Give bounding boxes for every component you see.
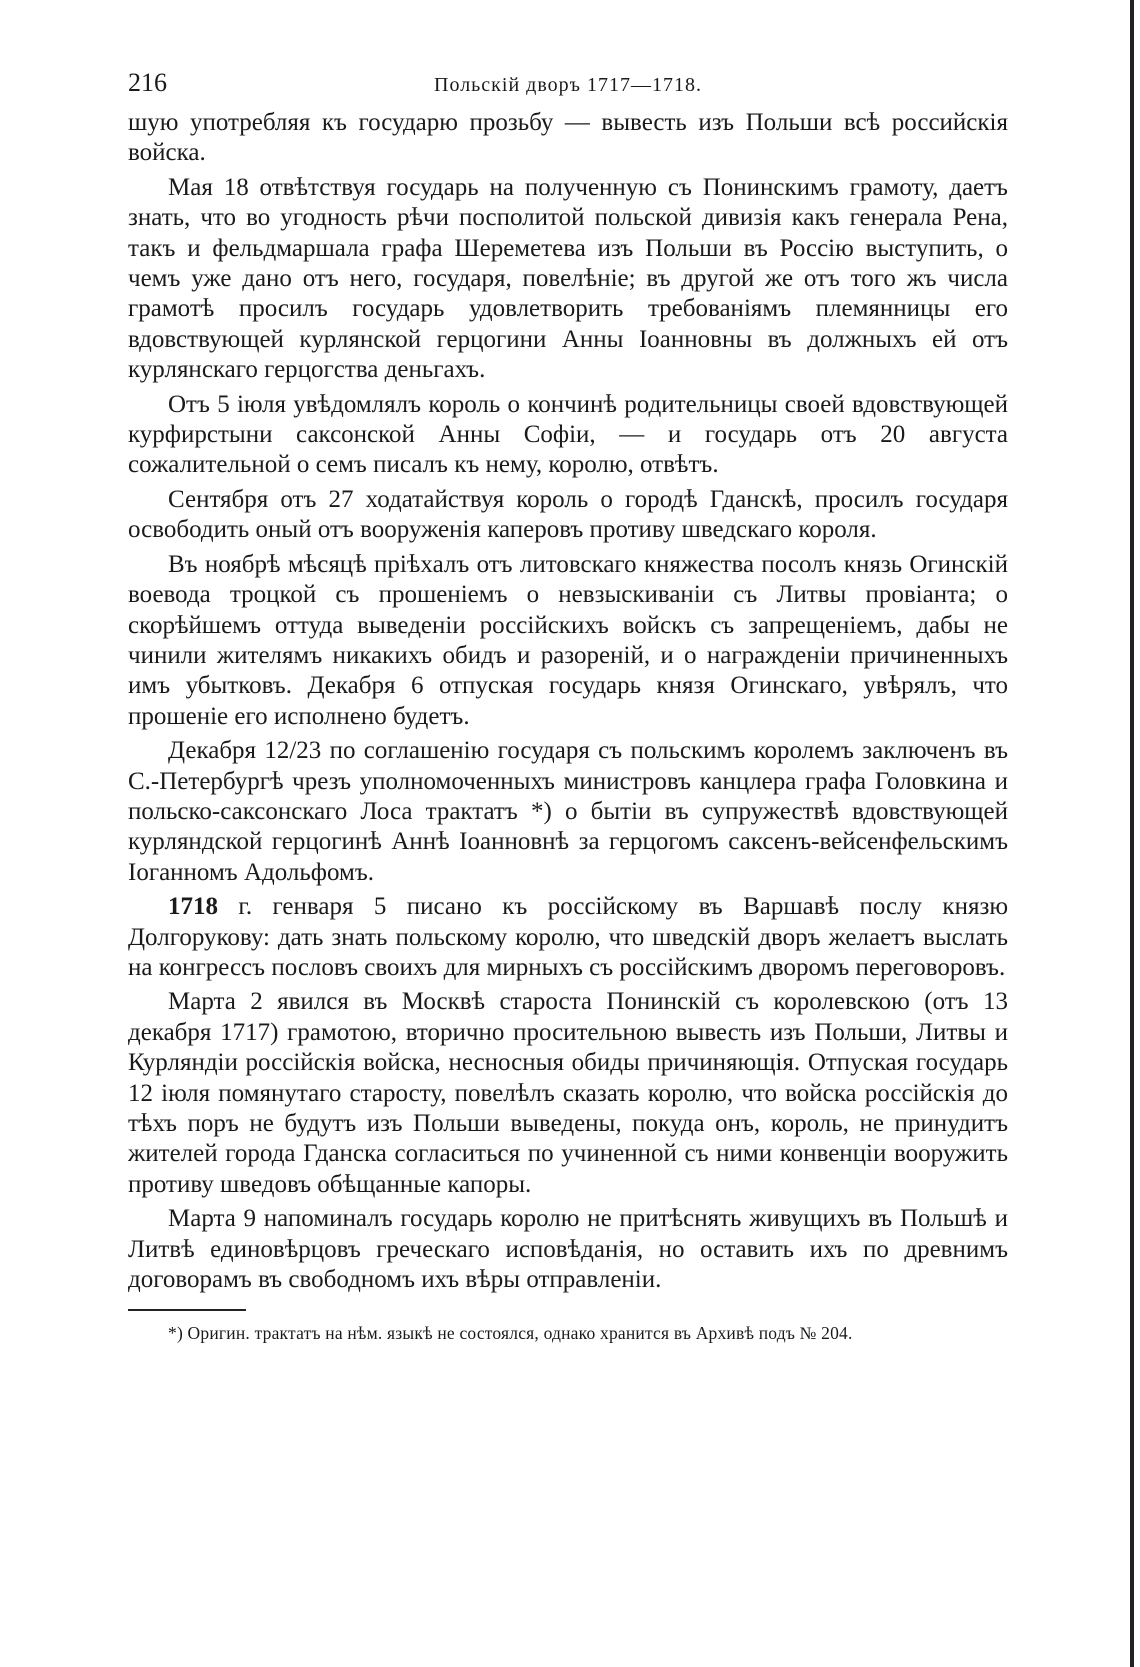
footnote-divider <box>128 1309 246 1311</box>
paragraph: Отъ 5 іюля увѣдомлялъ король о кончинѣ родительницы своей вдовствующей курфирстыни саксонской Анны Софіи, — и государь отъ 20 августа сожалительной о семъ писалъ къ нему, королю, отвѣтъ. <box>128 390 1008 479</box>
paragraph: Марта 2 явился въ Москвѣ староста Понинскій съ королевскою (отъ 13 декабря 1717) грамотою, вторично просительною вывесть изъ Польши, Литвы и Курляндіи россійскія войска, несносныя обиды причиняющія. Отпуская государь 12 іюля помянутаго старосту, повелѣлъ сказать королю, что войска россійскія до тѣхъ поръ не будутъ изъ Польши выведены, покуда онъ, король, не принудитъ жителей города Гданска согласиться по учиненной съ ними конвенціи вооружить противу шведовъ обѣщанные капоры. <box>128 988 1008 1198</box>
paragraph: Декабря 12/23 по соглашенію государя съ польскимъ королемъ заключенъ въ С.-Петербургѣ чрезъ уполномоченныхъ министровъ канцлера графа Головкина и польско-саксонскаго Лоса трактатъ *) о бытіи въ супружествѣ вдовствующей курляндской герцогинѣ Аннѣ Іоанновнѣ за герцогомъ саксенъ-вейсенфельскимъ Іоганномъ Адольфомъ. <box>128 737 1008 886</box>
paragraph: шую употребляя къ государю прозьбу — вывесть изъ Польши всѣ российскія войска. <box>128 109 1008 167</box>
page-number: 216 <box>128 68 167 97</box>
year-marker: 1718 <box>168 893 218 921</box>
footnote: *) Оригин. трактатъ на нѣм. языкѣ не состоялся, однако хранится въ Архивѣ подъ № 204. <box>168 1323 853 1344</box>
page-header <box>128 68 1008 108</box>
running-title: Польскій дворъ 1717—1718. <box>434 74 702 96</box>
paragraph-text: г. генваря 5 писано къ россійскому въ Варшавѣ послу князю Долгорукову: дать знать польскому королю, что шведскій дворъ желаетъ выслать на конгрессъ пословъ своихъ для мирныхъ съ россійскимъ дворомъ переговоровъ. <box>128 893 1009 981</box>
paragraph: Сентября отъ 27 ходатайствуя король о городѣ Гданскѣ, просилъ государя освободить оный отъ вооруженія каперовъ противу шведскаго короля. <box>128 485 1008 544</box>
paragraph: Въ ноябрѣ мѣсяцѣ пріѣхалъ отъ литовскаго княжества посолъ князь Огинскій воевода троцкой съ прошеніемъ о невзыскиваніи съ Литвы провіанта; о скорѣйшемъ оттуда выведеніи россійскихъ войскъ съ запрещеніемъ, дабы не чинили жителямъ никакихъ обидъ и разореній, и о награжденіи причиненныхъ имъ убытковъ. Декабря 6 отпуская государь князя Огинскаго, увѣрялъ, что прошеніе его исполнено будетъ. <box>128 550 1008 730</box>
page-edge <box>1130 0 1134 1667</box>
paragraph <box>128 892 1008 983</box>
body-text <box>128 108 1008 1295</box>
paragraph: Мая 18 отвѣтствуя государь на полученную съ Понинскимъ грамоту, даетъ знать, что во угодность рѣчи посполитой польской дивизія какъ генерала Рена, такъ и фельдмаршала графа Шереметева изъ Польши въ Россію выступить, о чемъ уже дано отъ него, государя, повелѣніе; въ другой же отъ того жъ числа грамотѣ просилъ государь удовлетворить требованіямъ племянницы его вдовствующей курлянской герцогини Анны Іоанновны въ должныхъ ей отъ курлянскаго герцогства деньгахъ. <box>128 173 1008 384</box>
book-page <box>128 68 1008 1344</box>
paragraph: Марта 9 напоминалъ государь королю не притѣснять живущихъ въ Польшѣ и Литвѣ единовѣрцовъ греческаго исповѣданія, но оставить ихъ по древнимъ договорамъ въ свободномъ ихъ вѣры отправленіи. <box>128 1205 1008 1294</box>
